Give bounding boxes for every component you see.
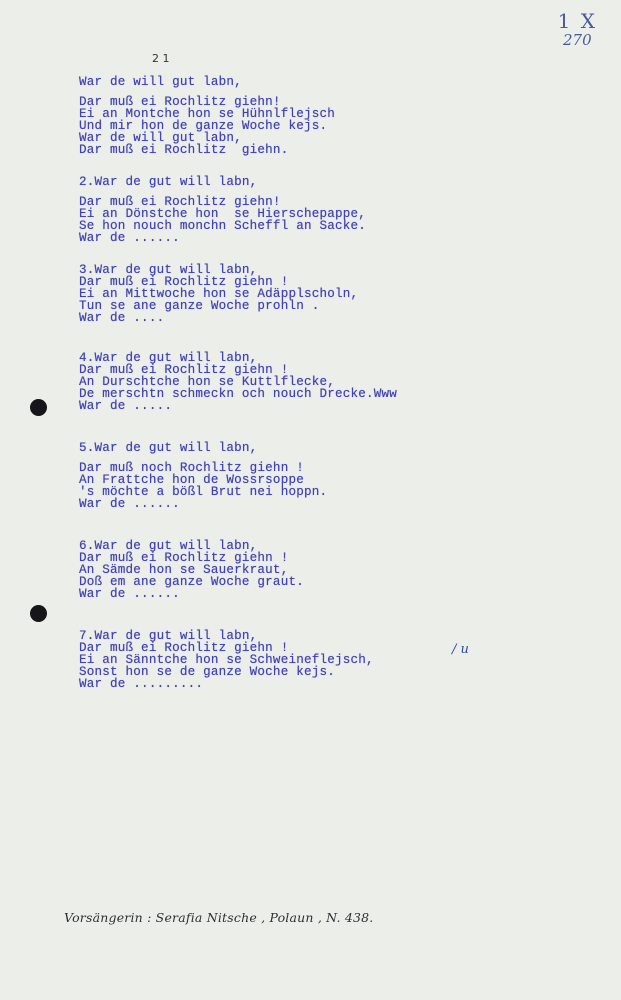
verse-line: 5.War de gut will labn, (79, 441, 258, 455)
verse-line: 4.War de gut will labn, (79, 351, 258, 365)
verse-line: War de .... (79, 311, 165, 325)
archive-number: 270 (563, 31, 592, 49)
singer-attribution: Vorsängerin : Serafia Nitsche , Polaun , N. 438. (64, 910, 374, 925)
verse-line: War de ..... (79, 399, 173, 413)
verse-line: Und mir hon de ganze Woche kejs. (79, 119, 328, 133)
verse-line: War de ...... (79, 231, 180, 245)
verse-line: An Frattche hon de Wossrsoppe (79, 473, 304, 487)
verse-line: Dar muß noch Rochlitz giehn ! (79, 461, 304, 475)
verse-4 (79, 352, 499, 412)
verse-6 (79, 540, 499, 600)
verse-line: Dar muß ei Rochlitz giehn ! (79, 551, 289, 565)
song-lyrics (79, 76, 499, 710)
margin-note: / u (452, 642, 469, 657)
verse-line: 's möchte a bößl Brut nei hoppn. (79, 485, 328, 499)
verse-line: War de ...... (79, 587, 180, 601)
verse-line: 7.War de gut will labn, (79, 629, 258, 643)
punch-hole (30, 399, 47, 416)
verse-line: An Sämde hon se Sauerkraut, (79, 563, 289, 577)
verse-line: Doß em ane ganze Woche graut. (79, 575, 304, 589)
verse-line: 2.War de gut will labn, (79, 175, 258, 189)
verse-2 (79, 176, 499, 244)
verse-line: Dar muß ei Rochlitz giehn ! (79, 275, 289, 289)
verse-line: War de will gut labn, (79, 131, 242, 145)
verse-line: De merschtn schmeckn och nouch Drecke.Www (79, 387, 398, 401)
verse-line: Dar muß ei Rochlitz giehn ! (79, 363, 289, 377)
verse-line: 6.War de gut will labn, (79, 539, 258, 553)
verse-line: 3.War de gut will labn, (79, 263, 258, 277)
verse-line: Sonst hon se de ganze Woche kejs. (79, 665, 335, 679)
verse-line: Ei an Mittwoche hon se Adäpplscholn, (79, 287, 359, 301)
verse-line: Dar muß ei Rochlitz giehn ! (79, 641, 289, 655)
verse-line: Dar muß ei Rochlitz giehn. (79, 143, 289, 157)
verse-5 (79, 442, 499, 510)
verse-line: War de ...... (79, 497, 180, 511)
verse-line: Se hon nouch monchn Scheffl an Sacke. (79, 219, 367, 233)
verse-line: Dar muß ei Rochlitz giehn! (79, 95, 281, 109)
verse-line: Tun se ane ganze Woche prohln . (79, 299, 320, 313)
punch-hole (30, 605, 47, 622)
verse-1 (79, 76, 499, 156)
verse-line: Ei an Dönstche hon se Hierschepappe, (79, 207, 367, 221)
verse-line: An Durschtche hon se Kuttlflecke, (79, 375, 335, 389)
verse-line: War de will gut labn, (79, 75, 242, 89)
verse-line: Dar muß ei Rochlitz giehn! (79, 195, 281, 209)
verse-7 (79, 630, 499, 690)
verse-line: Ei an Montche hon se Hühnlflejsch (79, 107, 335, 121)
archive-numeral: 1 X (557, 9, 597, 33)
archive-mark (558, 10, 597, 49)
pencil-numbers: 2 1 (152, 52, 170, 65)
verse-3 (79, 264, 499, 324)
verse-line: Ei an Sänntche hon se Schweineflejsch, (79, 653, 374, 667)
verse-line: War de ......... (79, 677, 204, 691)
